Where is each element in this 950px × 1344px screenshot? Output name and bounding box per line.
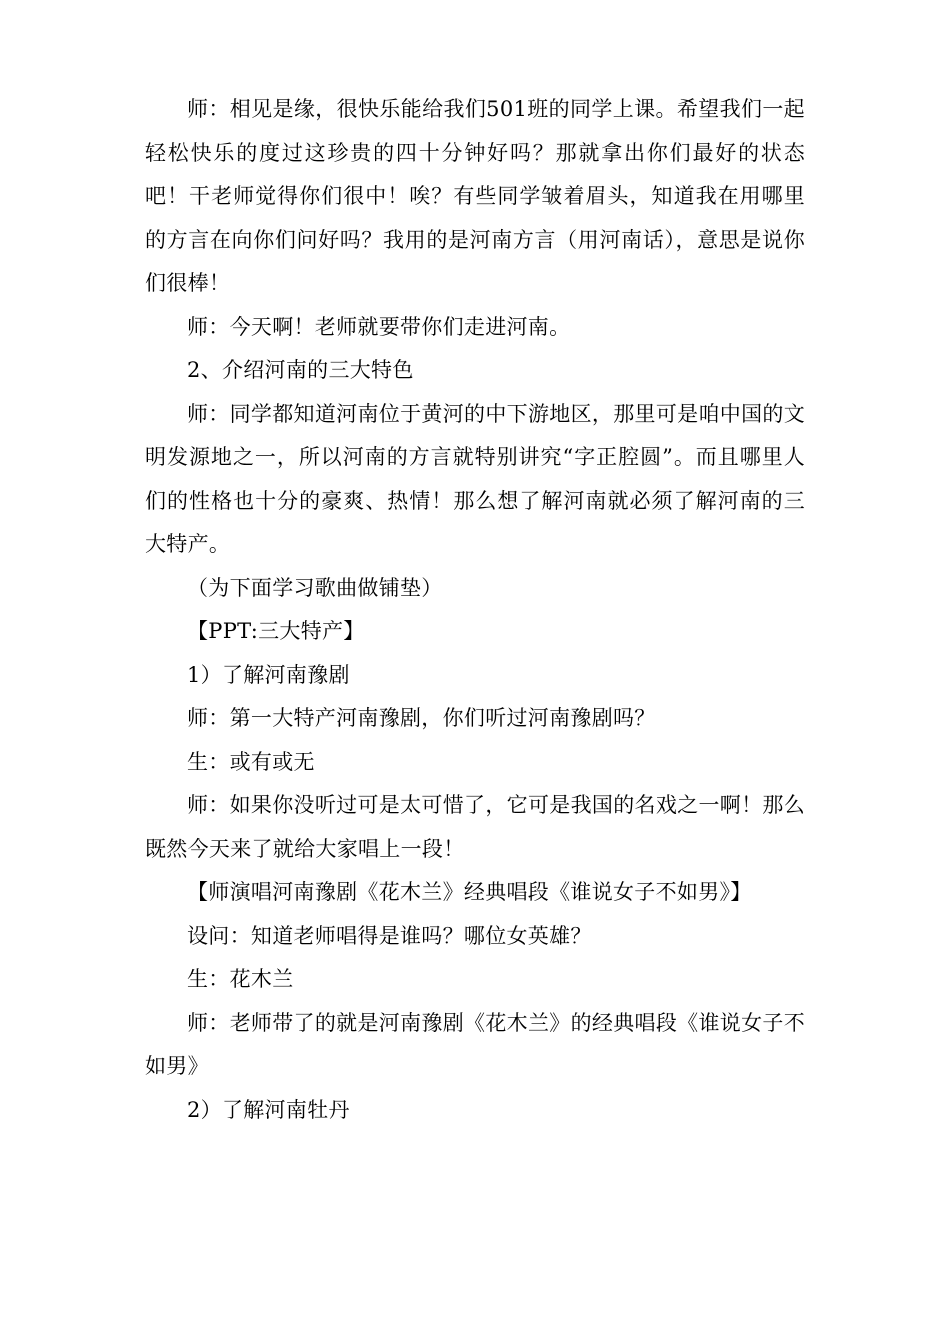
ppt-cue: 【PPT:三大特产】 [187,619,365,643]
note-foreshadow: （为下面学习歌曲做铺垫） [187,575,443,600]
document-body [145,88,805,1132]
paragraph-henan-location: 师：同学都知道河南位于黄河的中下游地区，那里可是咱中国的文明发源地之一，所以河南的方言就特别讲究“字正腔圆”。而且哪里人们的性格也十分的豪爽、热情！那么想了解河南就必须了解河南的三大特产。 [145,401,805,556]
paragraph-teacher-mulan: 师：老师带了的就是河南豫剧《花木兰》的经典唱段《谁说女子不如男》 [145,1010,805,1078]
paragraph-student-answer: 生：或有或无 [187,749,315,774]
section-heading-features: 2、介绍河南的三大特色 [187,358,414,382]
paragraph-student-mulan: 生：花木兰 [187,967,294,991]
performance-cue: 【师演唱河南豫剧《花木兰》经典唱段《谁说女子不如男》】 [187,880,752,904]
subheading-yuju: 1）了解河南豫剧 [187,662,350,687]
paragraph-intro-henan: 师：今天啊！老师就要带你们走进河南。 [187,314,571,339]
paragraph-greeting: 师：相见是缘，很快乐能给我们501班的同学上课。希望我们一起轻松快乐的度过这珍贵的四十分钟好吗？那就拿出你们最好的状态吧！干老师觉得你们很中！唉？有些同学皱着眉头，知道我在用哪里的方言在向你们问好吗？我用的是河南方言（用河南话），意思是说你们很棒！ [145,97,805,295]
subheading-peony: 2）了解河南牡丹 [187,1097,350,1122]
paragraph-question-heroine: 设问：知道老师唱得是谁吗？哪位女英雄？ [187,923,592,948]
paragraph-question-yuju: 师：第一大特产河南豫剧，你们听过河南豫剧吗？ [187,706,656,730]
paragraph-sing-intro: 师：如果你没听过可是太可惜了，它可是我国的名戏之一啊！那么既然今天来了就给大家唱上一段！ [145,793,805,861]
